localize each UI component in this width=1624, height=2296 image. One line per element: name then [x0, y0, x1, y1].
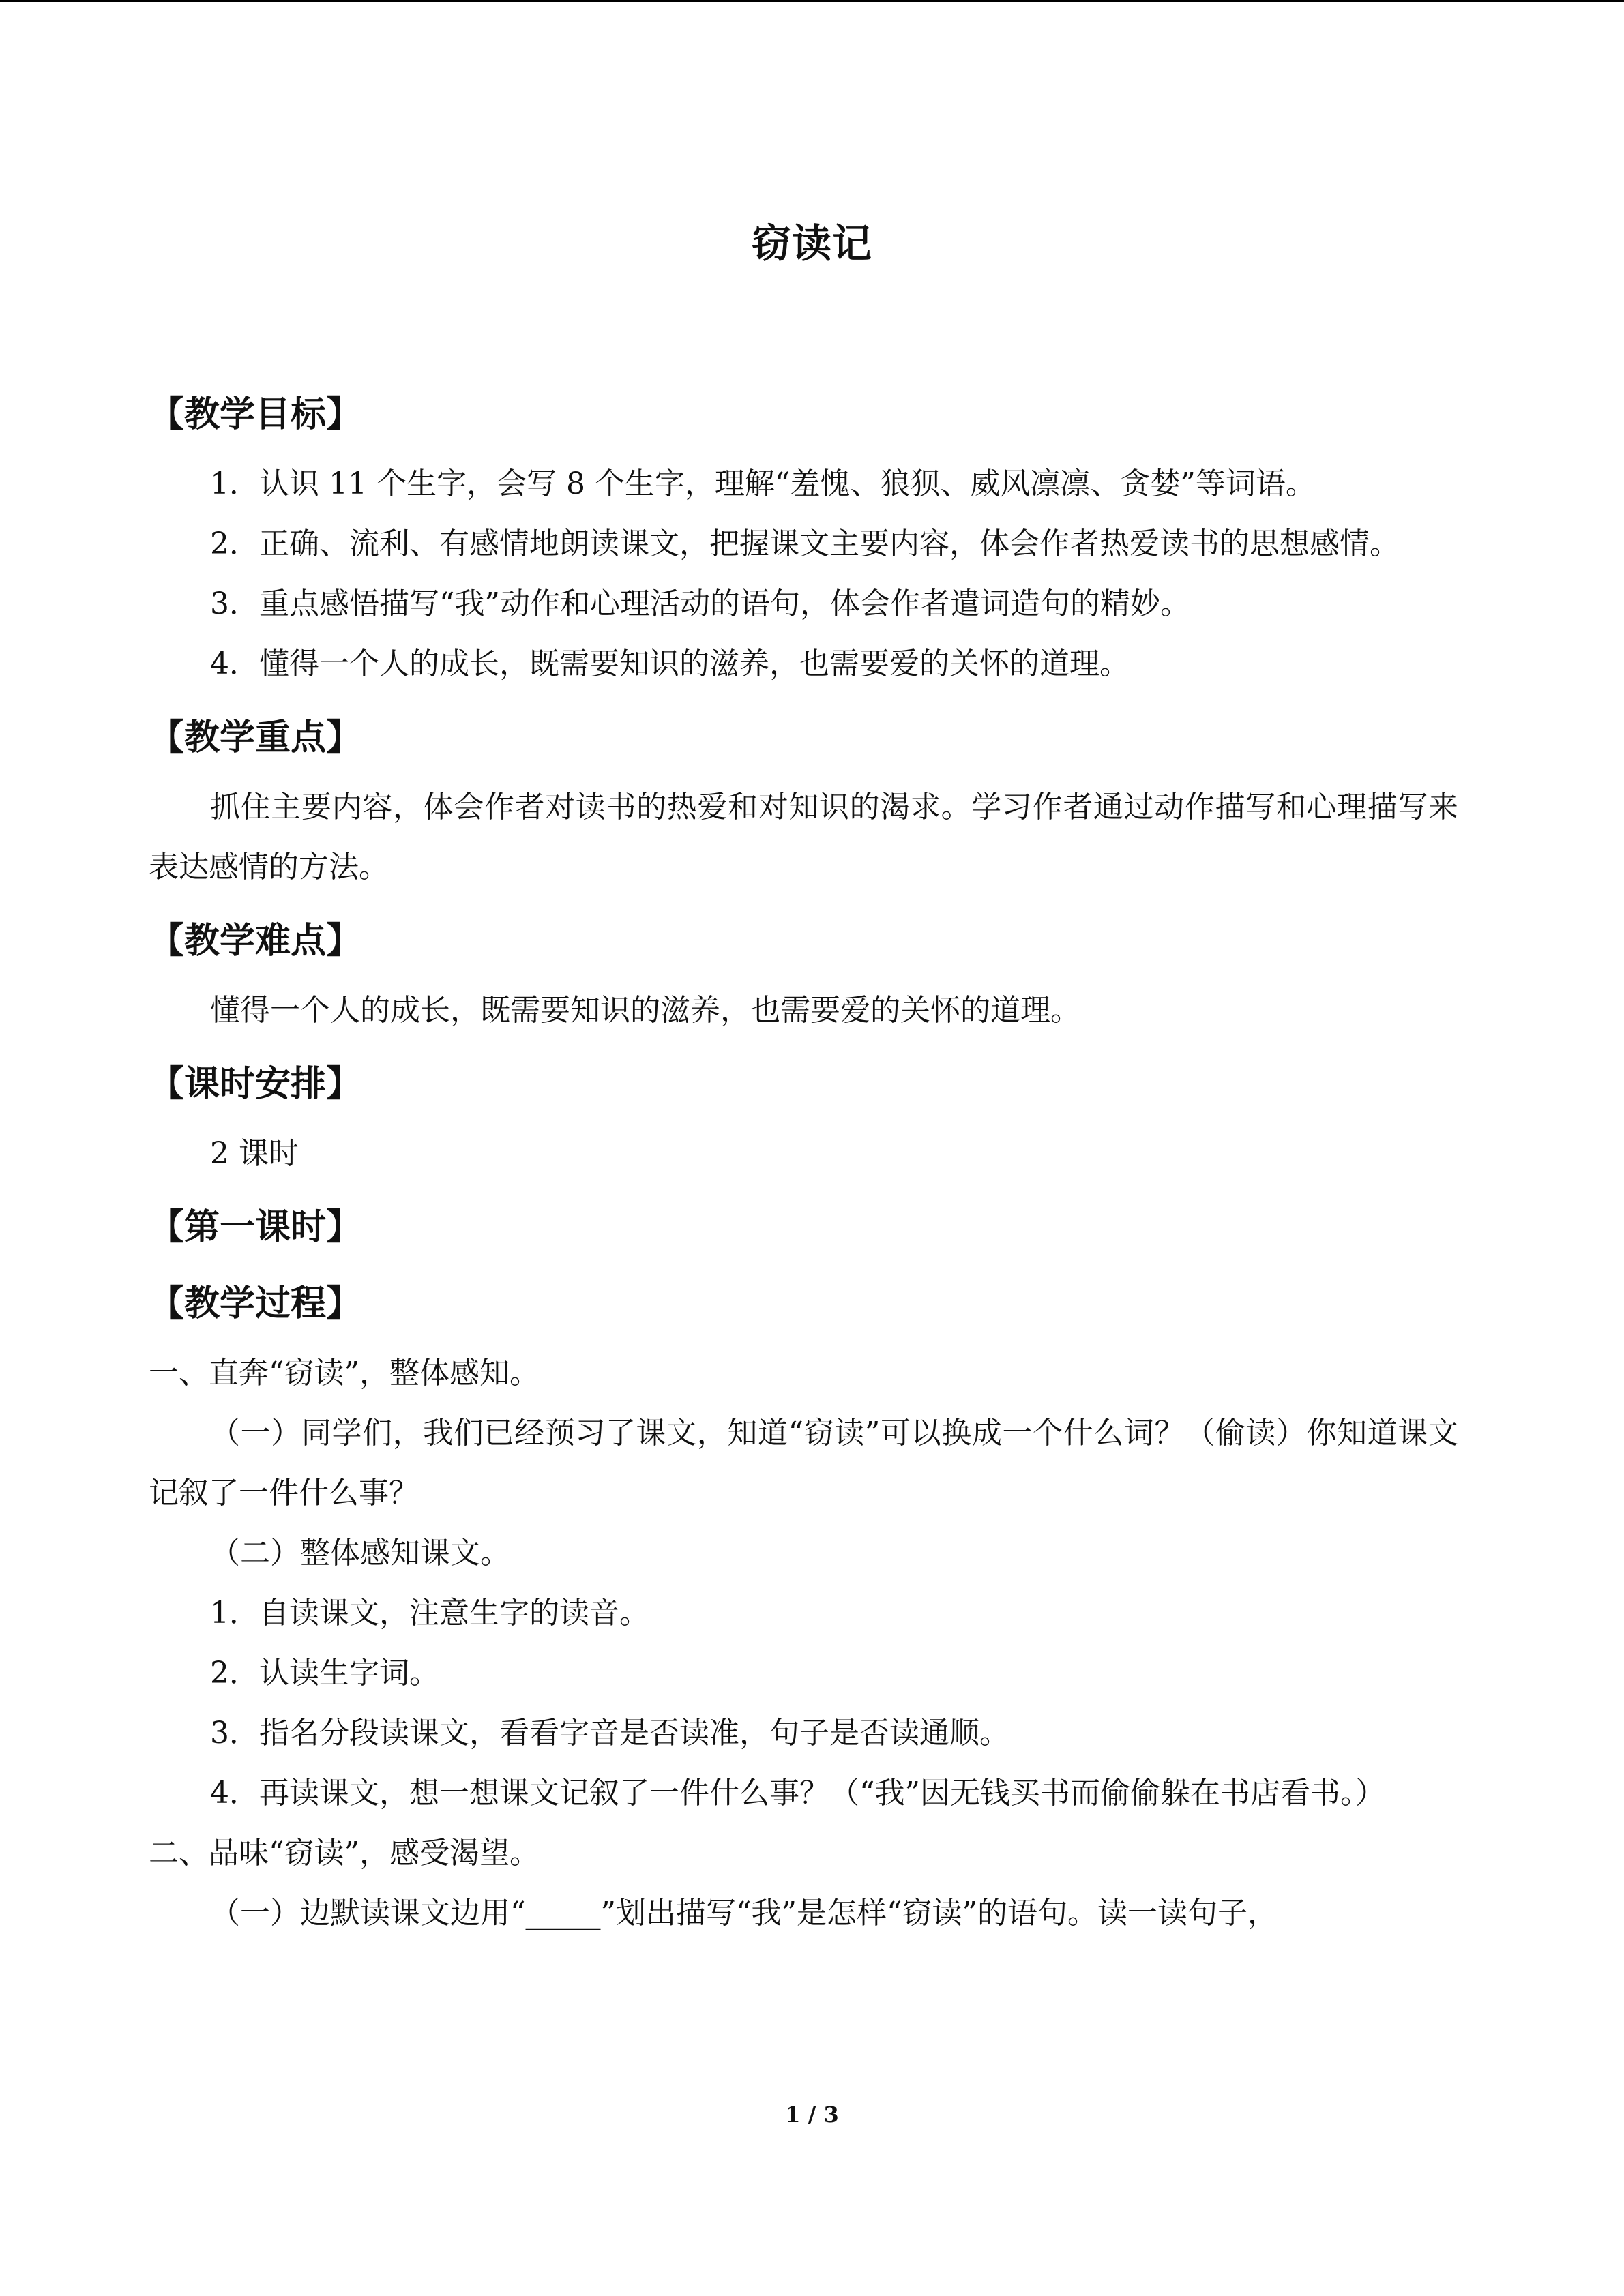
- process-step: 3．指名分段读课文，看看字音是否读准，句子是否读通顺。: [210, 1716, 1009, 1750]
- top-border-line: [0, 0, 1624, 2]
- process-step: 2．认读生字词。: [210, 1656, 439, 1690]
- process-part2-text: （一）边默读课文边用“_____”划出描写“我”是怎样“窃读”的语句。读一读句子，: [210, 1896, 1278, 1930]
- objective-item: 4．懂得一个人的成长，既需要知识的滋养，也需要爱的关怀的道理。: [210, 646, 1130, 681]
- process-part1-question: （一）同学们，我们已经预习了课文，知道“窃读”可以换成一个什么词？（偷读）你知道课文记叙了一件什么事？: [149, 1416, 1458, 1510]
- objectives-heading: 【教学目标】: [149, 394, 362, 435]
- key-points-text: 抓住主要内容，体会作者对读书的热爱和对知识的渴求。学习作者通过动作描写和心理描写来表达感情的方法。: [149, 790, 1458, 884]
- schedule-heading: 【课时安排】: [149, 1064, 362, 1105]
- objective-item: 3．重点感悟描写“我”动作和心理活动的语句，体会作者遣词造句的精妙。: [210, 586, 1190, 621]
- process-step: 4．再读课文，想一想课文记叙了一件什么事？（“我”因无钱买书而偷偷躲在书店看书。）: [210, 1776, 1385, 1810]
- page-number: 1 / 3: [785, 2102, 839, 2128]
- document-title: 窃读记: [751, 220, 872, 267]
- key-points-heading: 【教学重点】: [149, 717, 362, 758]
- process-part1-subtitle: （二）整体感知课文。: [210, 1536, 510, 1570]
- process-part1-title: 一、直奔“窃读”，整体感知。: [149, 1356, 540, 1390]
- difficulties-text: 懂得一个人的成长，既需要知识的滋养，也需要爱的关怀的道理。: [210, 993, 1080, 1028]
- process-step: 1．自读课文，注意生字的读音。: [210, 1596, 649, 1630]
- process-heading: 【教学过程】: [149, 1283, 362, 1324]
- document-body: [149, 382, 1458, 1943]
- process-part2-title: 二、品味“窃读”，感受渴望。: [149, 1836, 540, 1870]
- objective-item: 1．认识 11 个生字，会写 8 个生字，理解“羞愧、狼狈、威风凛凛、贪婪”等词语。: [210, 466, 1316, 501]
- difficulties-heading: 【教学难点】: [149, 921, 362, 961]
- first-lesson-heading: 【第一课时】: [149, 1207, 362, 1248]
- schedule-text: 2 课时: [210, 1136, 299, 1171]
- objective-item: 2．正确、流利、有感情地朗读课文，把握课文主要内容，体会作者热爱读书的思想感情。: [210, 526, 1400, 561]
